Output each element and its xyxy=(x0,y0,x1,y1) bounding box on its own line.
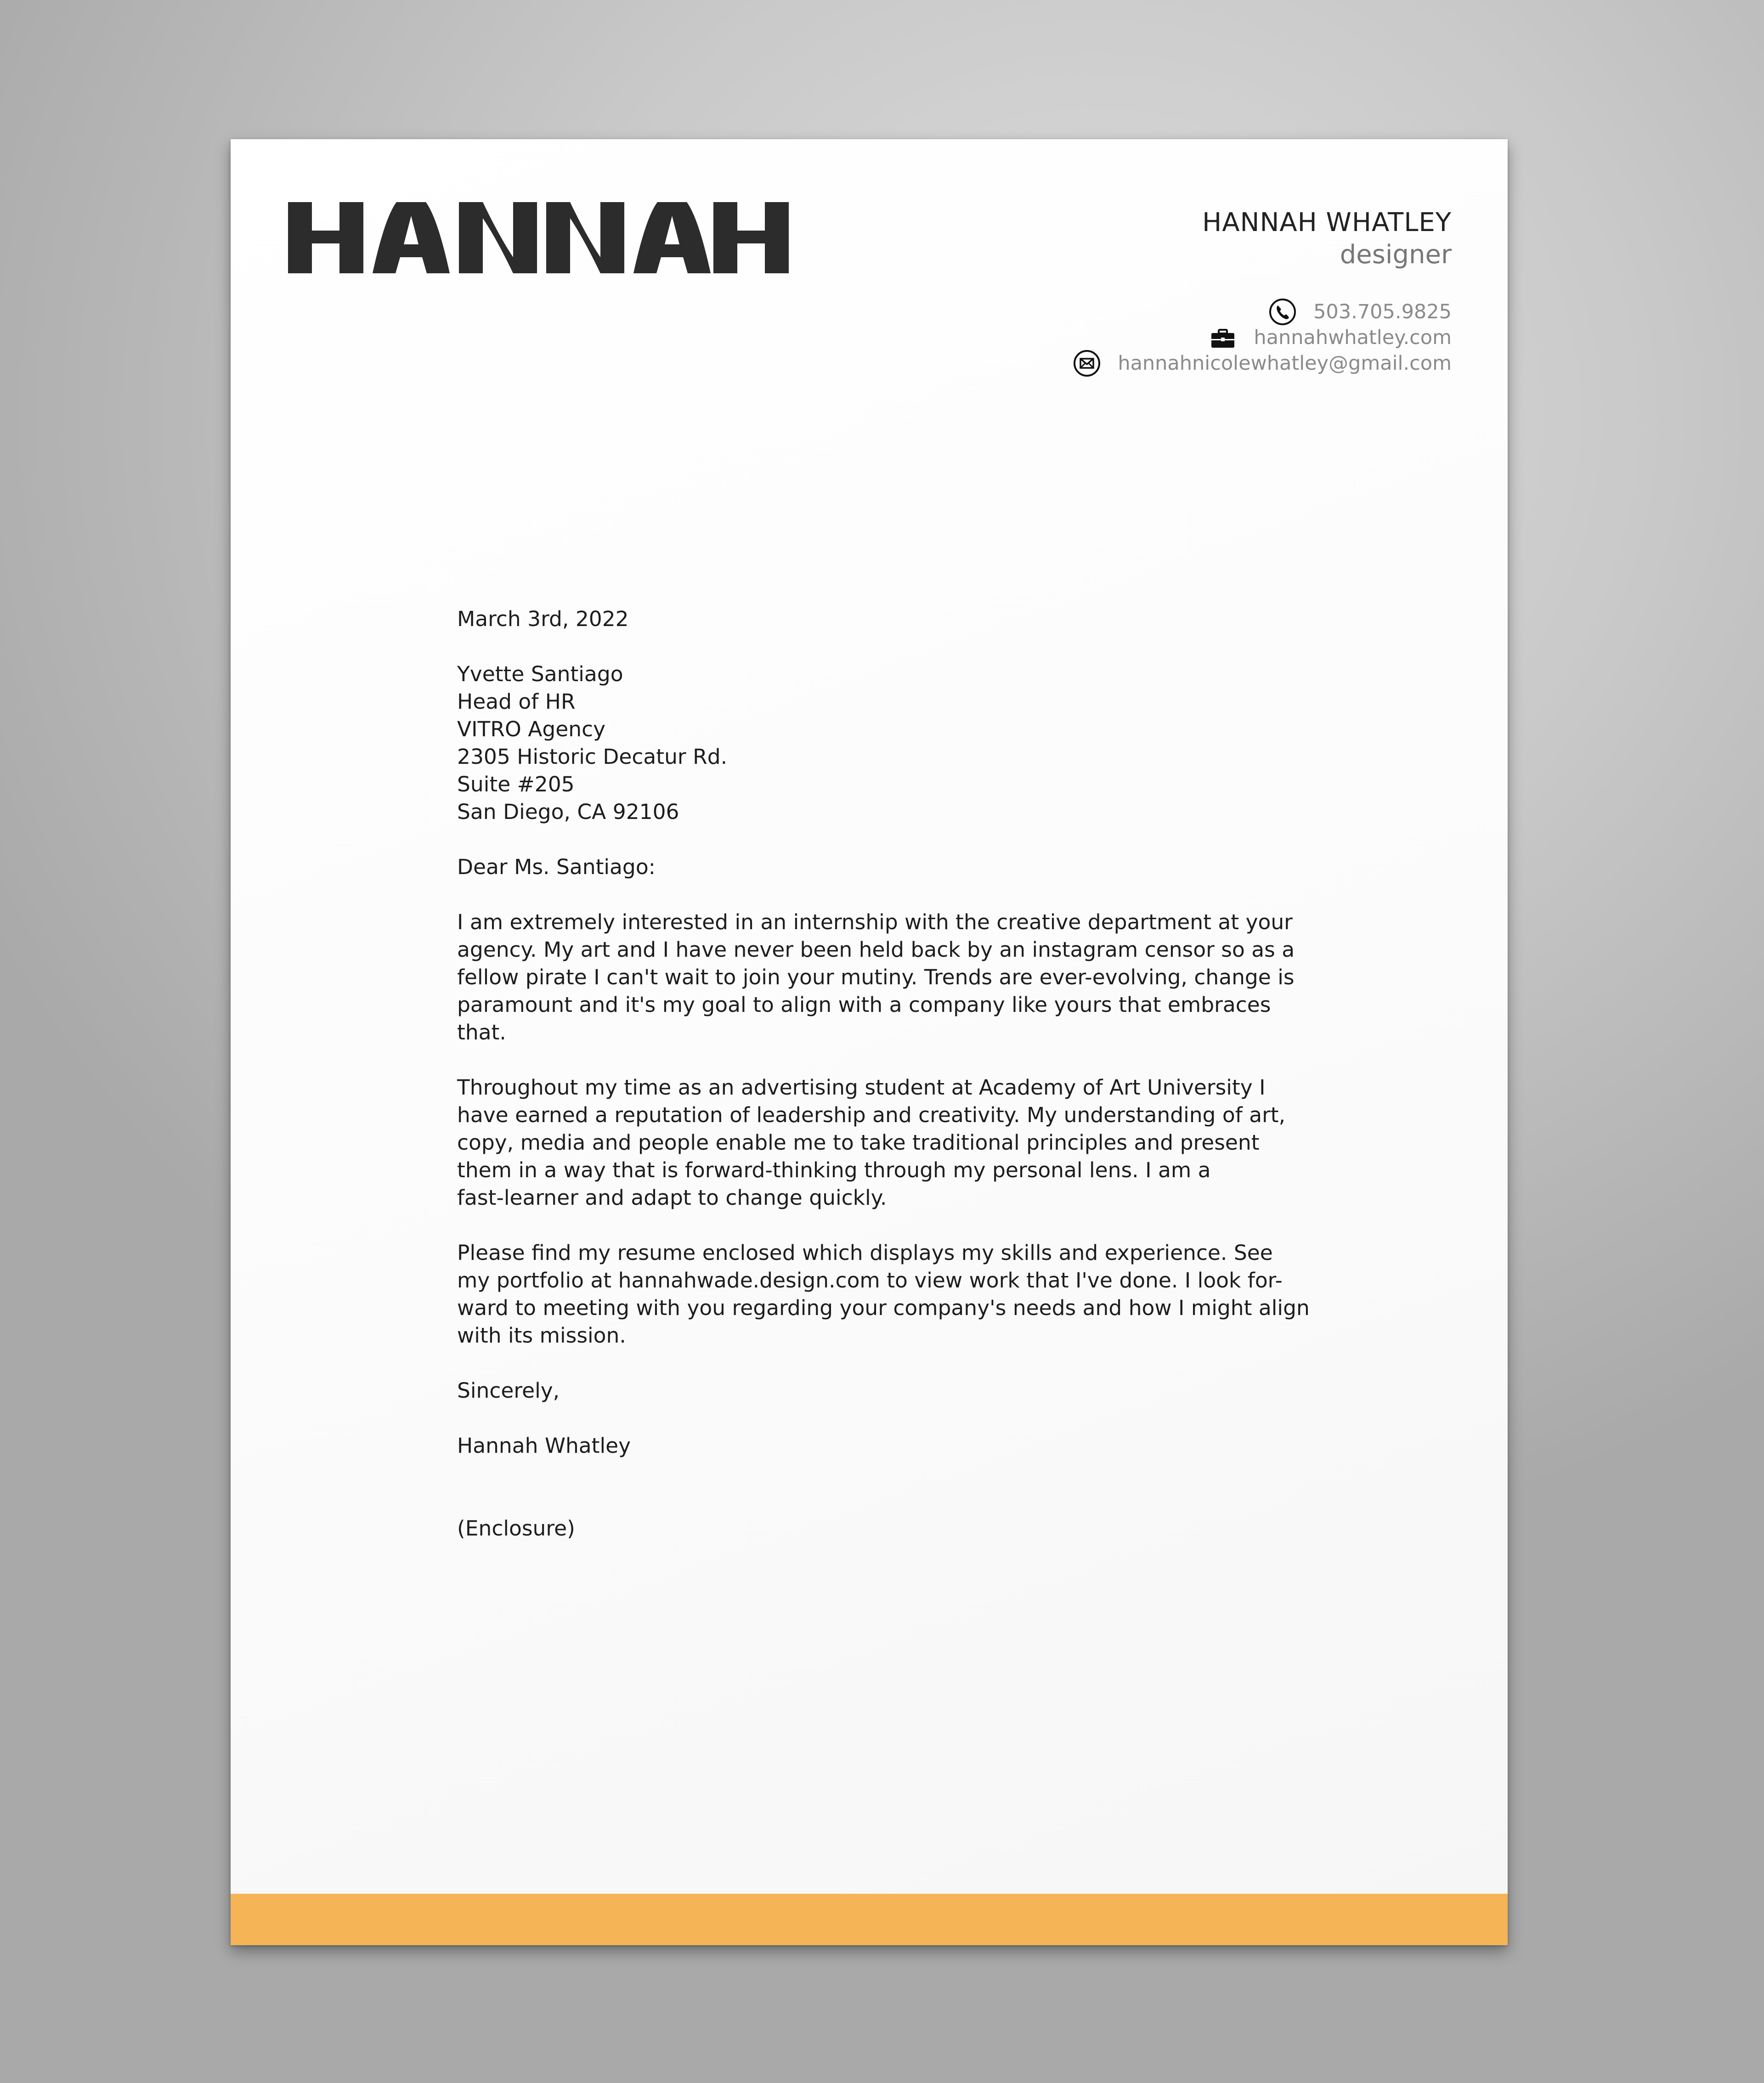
closing: Sincerely, xyxy=(457,1378,560,1403)
paragraph-1 xyxy=(457,909,1330,1046)
phone-number[interactable]: 503.705.9825 xyxy=(1313,300,1452,323)
paragraph-line: Throughout my time as an advertising student at Academy of Art University I xyxy=(457,1075,1266,1100)
briefcase-icon xyxy=(1209,323,1237,352)
website-link[interactable]: hannahwhatley.com xyxy=(1254,326,1452,349)
envelope-icon xyxy=(1073,349,1101,378)
header-role: designer xyxy=(1340,240,1452,270)
paragraph-line: I am extremely interested in an internship with the creative department at your xyxy=(457,910,1293,934)
phone-icon xyxy=(1268,298,1297,326)
enclosure-note: (Enclosure) xyxy=(457,1516,575,1541)
paragraph-line: fast-learner and adapt to change quickly. xyxy=(457,1185,887,1210)
recipient-address xyxy=(457,660,1330,826)
paragraph-line: agency. My art and I have never been held back by an instagram censor so as a xyxy=(457,937,1295,962)
recipient-line: VITRO Agency xyxy=(457,717,606,741)
signature: Hannah Whatley xyxy=(457,1434,631,1458)
paragraph-line: with its mission. xyxy=(457,1323,626,1348)
recipient-line: Head of HR xyxy=(457,689,576,714)
paragraph-line: have earned a reputation of leadership and creativity. My understanding of art, xyxy=(457,1103,1286,1127)
paragraph-2 xyxy=(457,1074,1330,1212)
recipient-line: Yvette Santiago xyxy=(457,662,623,686)
paragraph-line: my portfolio at hannahwade.design.com to view work that I've done. I look for- xyxy=(457,1268,1283,1293)
contact-block xyxy=(1073,299,1452,376)
hannah-logo xyxy=(288,198,789,278)
paragraph-line: Please find my resume enclosed which displays my skills and experience. See xyxy=(457,1241,1273,1265)
letter-body xyxy=(457,605,1330,1542)
paragraph-3 xyxy=(457,1239,1330,1349)
paragraph-line: that. xyxy=(457,1020,506,1044)
header-identity xyxy=(1202,207,1452,271)
paragraph-line: copy, media and people enable me to take traditional principles and present xyxy=(457,1130,1260,1155)
contact-website-row xyxy=(1073,325,1452,350)
letter-date: March 3rd, 2022 xyxy=(457,607,629,631)
contact-email-row xyxy=(1073,350,1452,376)
recipient-line: San Diego, CA 92106 xyxy=(457,800,679,824)
paragraph-line: paramount and it's my goal to align with a company like yours that embraces xyxy=(457,993,1271,1017)
letterhead-page xyxy=(231,139,1508,1945)
email-link[interactable]: hannahnicolewhatley@gmail.com xyxy=(1118,352,1452,375)
paragraph-line: ward to meeting with you regarding your company's needs and how I might align xyxy=(457,1296,1310,1320)
paragraph-line: them in a way that is forward-thinking through my personal lens. I am a xyxy=(457,1158,1211,1182)
recipient-line: Suite #205 xyxy=(457,772,575,796)
paragraph-line: fellow pirate I can't wait to join your mutiny. Trends are ever-evolving, change is xyxy=(457,965,1295,989)
salutation: Dear Ms. Santiago: xyxy=(457,855,656,879)
recipient-line: 2305 Historic Decatur Rd. xyxy=(457,745,728,769)
contact-phone-row xyxy=(1073,299,1452,325)
header-name: HANNAH WHATLEY xyxy=(1202,208,1452,237)
footer-accent-bar xyxy=(231,1894,1508,1945)
